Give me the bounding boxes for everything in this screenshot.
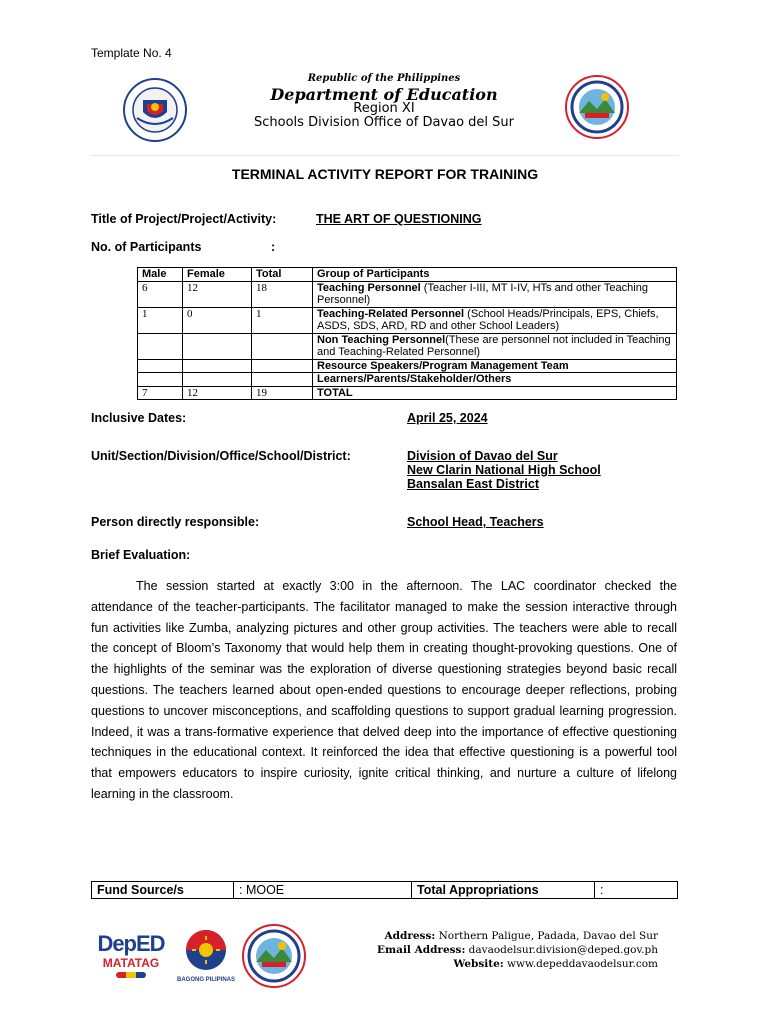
unit-label: Unit/Section/Division/Office/School/District: (91, 449, 351, 463)
fund-table (91, 881, 678, 899)
group-cell (313, 281, 677, 307)
dates-label: Inclusive Dates: (91, 411, 187, 425)
female-cell (183, 333, 252, 359)
group-cell (313, 307, 677, 333)
group-description: (Teacher I-III, MT I-IV, HTs and other Teaching Personnel) (317, 281, 648, 306)
table-row (138, 359, 677, 373)
participants-label: No. of Participants (91, 240, 202, 254)
website-label: Website: (453, 958, 504, 970)
footer-website (320, 957, 658, 971)
group-cell (313, 373, 677, 387)
group-cell (313, 386, 677, 400)
email-value[interactable]: davaodelsur.division@deped.gov.ph (468, 944, 658, 956)
col-female: Female (183, 268, 252, 282)
col-male: Male (138, 268, 183, 282)
male-cell (138, 359, 183, 373)
footer-contact (320, 929, 658, 971)
fund-row (92, 882, 678, 899)
male-cell (138, 333, 183, 359)
bagong-pilipinas-icon (176, 928, 236, 972)
group-name: Non Teaching Personnel (317, 333, 446, 346)
total-cell: 18 (252, 281, 313, 307)
female-cell: 0 (183, 307, 252, 333)
participants-colon: : (271, 240, 276, 254)
fund-source-label: Fund Source/s (92, 882, 234, 899)
fund-source-value: : MOOE (234, 882, 412, 899)
group-description: (These are personnel not included in Teaching and Teaching-Related Personnel) (317, 333, 671, 358)
total-cell (252, 333, 313, 359)
group-name: TOTAL (317, 386, 353, 399)
dates-value: April 25, 2024 (407, 411, 488, 425)
female-cell (183, 373, 252, 387)
footer-email (320, 943, 658, 957)
male-cell: 1 (138, 307, 183, 333)
project-label: Title of Project/Project/Activity: (91, 212, 277, 226)
division-footer-seal-icon (242, 924, 306, 988)
email-label: Email Address: (377, 944, 466, 956)
evaluation-text (91, 576, 677, 805)
unit-division: Division of Davao del Sur (407, 449, 558, 463)
person-label: Person directly responsible: (91, 515, 260, 529)
deped-logo-text: DepED (97, 931, 165, 956)
matatag-logo-text: MATATAG (102, 956, 160, 970)
office-heading: Schools Division Office of Davao del Sur (254, 115, 514, 130)
total-cell (252, 373, 313, 387)
group-name: Learners/Parents/Stakeholder/Others (317, 373, 512, 385)
total-cell: 19 (252, 386, 313, 400)
address-value: Northern Paligue, Padada, Davao del Sur (438, 930, 658, 942)
bagong-pilipinas-logo (176, 928, 236, 984)
male-cell (138, 373, 183, 387)
female-cell: 12 (183, 386, 252, 400)
header-divider (91, 155, 679, 156)
deped-seal-icon (123, 78, 187, 142)
deped-matatag-logo (94, 932, 168, 982)
group-name: Teaching-Related Personnel (317, 307, 465, 320)
evaluation-body: The session started at exactly 3:00 in the afternoon. The LAC coordinator checked the attendance of the teacher-participants. The facilitator managed to make the session interactive through fun activities like Zumba, analyzing pictures and other group activities. The teachers were able to recall the concept of Bloom’s Taxonomy that would help them in creating thought-provoking questions. One of the highlights of the seminar was the exploration of diverse questioning strategies beyond basic recall questions. The teachers learned about open-ended questions to encourage deeper reflections, probing questions to uncover misconceptions, and scaffolding questions to support gradual learning progression. Indeed, it was a trans-formative experience that delved deep into the importance of effective questioning techniques in the educational context. It reinforced the idea that effective questioning is a powerful tool that empowers educators to inspire curiosity, ignite critical thinking, and nurture a culture of lifelong learning in the classroom. (91, 579, 677, 801)
group-cell (313, 359, 677, 373)
total-cell (252, 359, 313, 373)
table-row (138, 373, 677, 387)
appropriations-value: : (595, 882, 678, 899)
col-total: Total (252, 268, 313, 282)
person-value: School Head, Teachers (407, 515, 544, 529)
division-seal-icon (565, 75, 629, 139)
group-name: Teaching Personnel (317, 281, 421, 294)
male-cell: 7 (138, 386, 183, 400)
footer-address (320, 929, 658, 943)
table-row (138, 307, 677, 333)
region-heading: Region XI (353, 101, 415, 116)
group-cell (313, 333, 677, 359)
female-cell (183, 359, 252, 373)
project-value: THE ART OF QUESTIONING (316, 212, 482, 226)
group-description: (School Heads/Principals, EPS, Chiefs, ASDS, SDS, ARD, RD and other School Leaders) (317, 307, 659, 332)
group-name: Resource Speakers/Program Management Team (317, 359, 569, 372)
total-row (138, 386, 677, 400)
participants-header-row (138, 268, 677, 282)
participants-table (137, 267, 677, 400)
evaluation-label: Brief Evaluation: (91, 548, 191, 562)
bagong-pilipinas-text: BAGONG PILIPINAS (176, 977, 235, 983)
matatag-stripe (116, 972, 146, 978)
department-heading: Department of Education (270, 85, 498, 104)
report-title: TERMINAL ACTIVITY REPORT FOR TRAINING (231, 166, 539, 182)
address-label: Address: (384, 930, 436, 942)
appropriations-label: Total Appropriations (412, 882, 595, 899)
website-link[interactable]: www.depeddavaodelsur.com (507, 958, 658, 970)
unit-district: Bansalan East District (407, 477, 539, 491)
unit-school: New Clarin National High School (407, 463, 601, 477)
table-row (138, 281, 677, 307)
male-cell: 6 (138, 281, 183, 307)
template-number: Template No. 4 (91, 46, 172, 60)
female-cell: 12 (183, 281, 252, 307)
col-group: Group of Participants (313, 268, 677, 282)
table-row (138, 333, 677, 359)
republic-heading: Republic of the Philippines (307, 73, 461, 84)
total-cell: 1 (252, 307, 313, 333)
